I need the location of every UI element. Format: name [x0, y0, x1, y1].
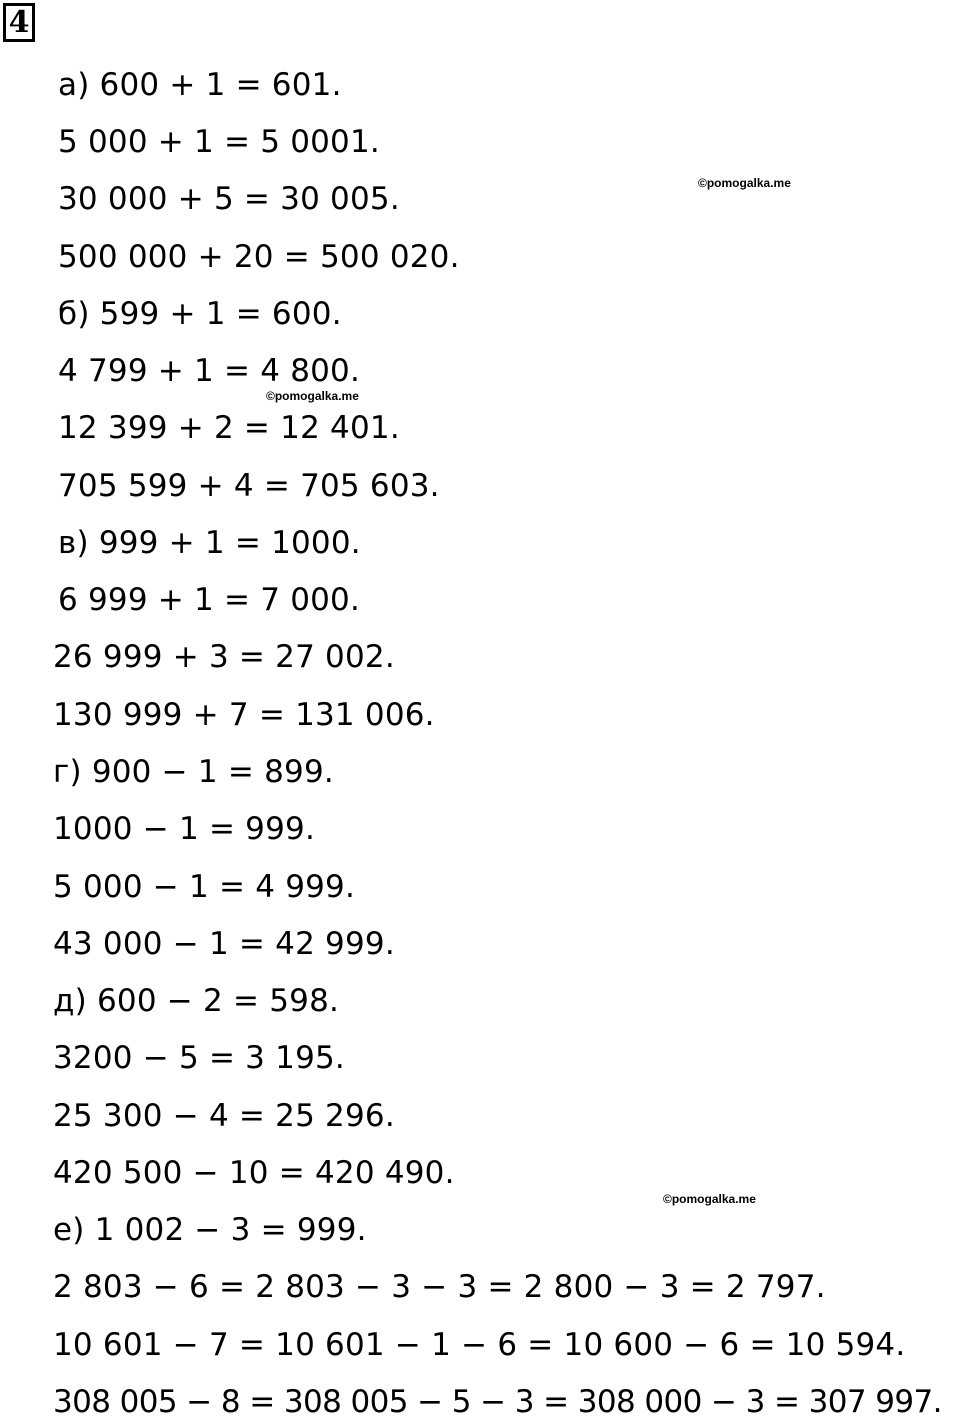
- solution-line: 308 005 − 8 = 308 005 − 5 − 3 = 308 000 − 3 = 307 997.: [53, 1384, 942, 1420]
- solution-line: б) 599 + 1 = 600.: [58, 296, 342, 332]
- solution-line: 705 599 + 4 = 705 603.: [58, 468, 440, 504]
- task-number-box: 4: [3, 3, 35, 42]
- solution-line: 130 999 + 7 = 131 006.: [53, 697, 435, 733]
- solution-line: 26 999 + 3 = 27 002.: [53, 639, 395, 675]
- solution-line: 500 000 + 20 = 500 020.: [58, 239, 460, 275]
- watermark: ©pomogalka.me: [266, 389, 359, 403]
- solution-line: 1000 − 1 = 999.: [53, 811, 316, 847]
- watermark: ©pomogalka.me: [698, 176, 791, 190]
- solution-line: г) 900 − 1 = 899.: [53, 754, 334, 790]
- solution-line: 12 399 + 2 = 12 401.: [58, 410, 400, 446]
- solution-line: 420 500 − 10 = 420 490.: [53, 1155, 455, 1191]
- solution-line: 43 000 − 1 = 42 999.: [53, 926, 395, 962]
- solution-line: 3200 − 5 = 3 195.: [53, 1040, 345, 1076]
- solution-line: 5 000 − 1 = 4 999.: [53, 869, 356, 905]
- solution-line: 10 601 − 7 = 10 601 − 1 − 6 = 10 600 − 6 = 10 594.: [53, 1327, 906, 1363]
- solution-line: 6 999 + 1 = 7 000.: [58, 582, 361, 618]
- solution-line: д) 600 − 2 = 598.: [53, 983, 340, 1019]
- solution-line: 25 300 − 4 = 25 296.: [53, 1098, 395, 1134]
- solution-line: 2 803 − 6 = 2 803 − 3 − 3 = 2 800 − 3 = 2 797.: [53, 1269, 826, 1305]
- solution-line: в) 999 + 1 = 1000.: [58, 525, 361, 561]
- solution-line: 30 000 + 5 = 30 005.: [58, 181, 400, 217]
- solution-line: е) 1 002 − 3 = 999.: [53, 1212, 367, 1248]
- solution-line: 4 799 + 1 = 4 800.: [58, 353, 361, 389]
- watermark: ©pomogalka.me: [663, 1192, 756, 1206]
- solution-line: 5 000 + 1 = 5 0001.: [58, 124, 380, 160]
- solution-line: а) 600 + 1 = 601.: [58, 67, 342, 103]
